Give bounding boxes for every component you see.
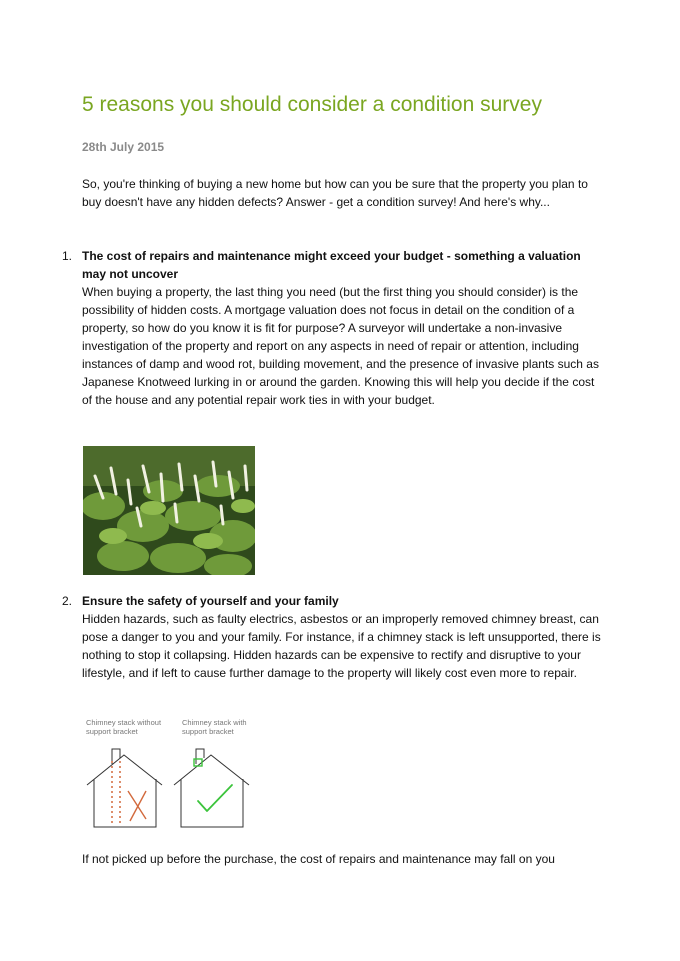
knotweed-photo: [83, 446, 255, 575]
footer-paragraph: If not picked up before the purchase, the cost of repairs and maintenance may fall on you: [82, 852, 555, 866]
diagram-label-left-line1: Chimney stack without: [86, 718, 162, 727]
article-date: 28th July 2015: [82, 140, 165, 154]
house-with-bracket-icon: [174, 749, 249, 827]
item-body: Hidden hazards, such as faulty electrics, asbestos or an improperly removed chimney breast, can pose a danger to you and your family. For instance, if a chimney stack is left unsupported, there is nothing to stop it collapsing. Hidden hazards can be expensive to rectify and disruptive to your lifestyle, and if left to cause further damage to the property will likely cost even more to repair.: [82, 612, 601, 680]
cross-icon: [128, 791, 146, 821]
diagram-label-right-line1: Chimney stack with: [182, 718, 247, 727]
item-heading: The cost of repairs and maintenance might exceed your budget - something a valuation may not uncover: [82, 249, 581, 281]
intro-paragraph: So, you're thinking of buying a new home but how can you be sure that the property you plan to buy doesn't have any hidden defects? Answer - get a condition survey! And here's why...: [82, 177, 588, 209]
unsupported-stack-lines: [112, 761, 120, 826]
chimney-diagram: [82, 713, 262, 833]
diagram-label-left-line2: support bracket: [86, 727, 138, 736]
list-number: 1.: [62, 249, 73, 263]
list-item-2: [62, 592, 602, 682]
article-title: 5 reasons you should consider a condition survey: [82, 93, 542, 116]
item-heading: Ensure the safety of yourself and your family: [82, 594, 339, 608]
house-without-bracket-icon: [87, 749, 162, 827]
list-number: 2.: [62, 594, 73, 608]
tick-icon: [198, 785, 232, 811]
diagram-label-right-line2: support bracket: [182, 727, 234, 736]
item-body: When buying a property, the last thing you need (but the first thing you should consider) is the possibility of hidden costs. A mortgage valuation does not focus in detail on the condition of a property, so how do you know it is fit for purpose? A surveyor will undertake a non-invasive investigation of the property and report on any aspects in need of repair or attention, including instances of damp and wood rot, building movement, and the presence of invasive plants such as Japanese Knotweed lurking in or around the garden. Knowing this will help you decide if the cost of the house and any potential repair work ties in with your budget.: [82, 285, 599, 407]
list-item-1: [62, 247, 602, 409]
